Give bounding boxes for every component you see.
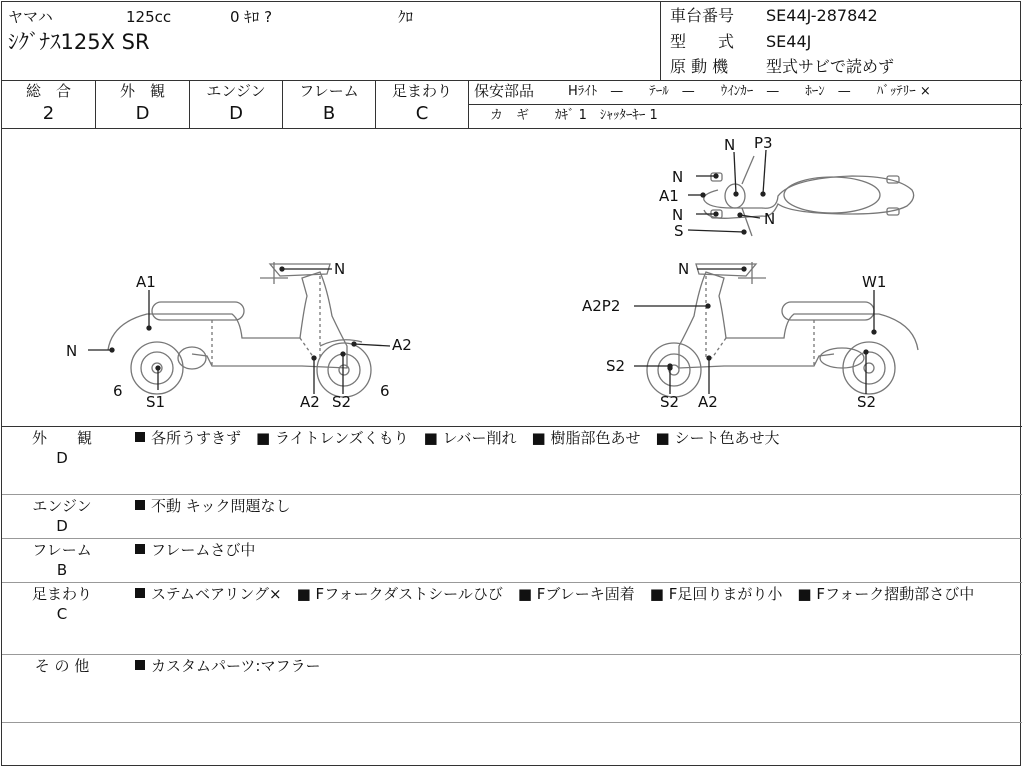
label-right-n: N bbox=[678, 260, 690, 278]
label-top-n-upper: N bbox=[672, 168, 684, 186]
note-row-suspension bbox=[2, 582, 1022, 655]
grade-label: 総 合 bbox=[25, 82, 71, 100]
label-left-6-rear: 6 bbox=[113, 382, 123, 400]
type-label: 型 式 bbox=[670, 32, 735, 51]
grade-value: D bbox=[229, 103, 243, 124]
label-left-handle-n: N bbox=[334, 260, 346, 278]
label-right-a2p2: A2P2 bbox=[582, 297, 621, 315]
model-name: ｼｸﾞﾅｽ125X SR bbox=[8, 30, 150, 54]
note-grade: D bbox=[56, 449, 68, 467]
bullet-square bbox=[135, 660, 145, 670]
mileage: 0 ｷﾛ ? bbox=[230, 8, 273, 26]
right-view-markers bbox=[634, 267, 876, 394]
label-left-a1: A1 bbox=[136, 273, 156, 291]
grade-label: フレーム bbox=[299, 82, 359, 100]
note-grade: B bbox=[56, 561, 68, 579]
safety-divider bbox=[469, 104, 1022, 105]
keys-line: カ ギ ｶｷﾞ 1 ｼｬｯﾀｰｷｰ 1 bbox=[490, 108, 658, 123]
grade-value: B bbox=[322, 103, 336, 124]
label-left-a2-bottom: A2 bbox=[300, 393, 320, 411]
grade-label: 外 観 bbox=[119, 82, 165, 100]
grade-suspension bbox=[376, 80, 469, 128]
label-left-s1: S1 bbox=[146, 393, 166, 411]
note-row-engine bbox=[2, 494, 1022, 539]
label-top-p3: P3 bbox=[754, 134, 773, 152]
note-text: フレームさび中 bbox=[135, 540, 1015, 561]
label-top-a1: A1 bbox=[659, 187, 679, 205]
label-top-n-lower: N bbox=[672, 206, 684, 224]
note-row-other bbox=[2, 654, 1022, 723]
note-text: 各所うすきず ■ ライトレンズくもり ■ レバー削れ ■ 樹脂部色あせ ■ シート色あせ大 bbox=[135, 428, 1015, 449]
grades-row bbox=[2, 80, 1022, 129]
label-right-w1: W1 bbox=[862, 273, 887, 291]
label-top-n: N bbox=[724, 136, 736, 154]
label-right-s2-rear: S2 bbox=[857, 393, 877, 411]
note-label: 足まわり bbox=[31, 585, 92, 603]
label-top-n-right: N bbox=[764, 210, 776, 228]
bullet-square bbox=[135, 588, 145, 598]
header-divider bbox=[660, 2, 661, 80]
label-left-6-front: 6 bbox=[380, 382, 390, 400]
note-label: 外 観 bbox=[31, 429, 92, 447]
top-view-markers bbox=[688, 150, 766, 234]
label-right-a2-bottom: A2 bbox=[698, 393, 718, 411]
label-top-s: S bbox=[674, 222, 684, 240]
grade-value: C bbox=[415, 103, 429, 124]
safety-label: 保安部品 bbox=[474, 82, 535, 100]
maker: ヤマハ bbox=[8, 8, 53, 26]
bullet-square bbox=[135, 500, 145, 510]
note-grade: C bbox=[56, 605, 68, 623]
note-grade: D bbox=[56, 517, 68, 535]
header-section bbox=[2, 2, 1022, 81]
color: ｸﾛ bbox=[398, 8, 414, 26]
label-right-s2-bottom: S2 bbox=[660, 393, 680, 411]
note-label: エンジン bbox=[32, 497, 92, 515]
grade-engine bbox=[190, 80, 283, 128]
note-text: 不動 キック問題なし bbox=[135, 496, 1015, 517]
label-right-s2-front: S2 bbox=[606, 357, 626, 375]
note-label: そ の 他 bbox=[34, 657, 90, 675]
grade-overall bbox=[2, 80, 96, 128]
bullet-square bbox=[135, 432, 145, 442]
engine-value: 型式サビで読めず bbox=[766, 57, 895, 76]
note-text: カスタムパーツ:マフラー bbox=[135, 656, 1015, 677]
grade-frame bbox=[283, 80, 376, 128]
grade-label: エンジン bbox=[206, 82, 266, 100]
frame-no: SE44J-287842 bbox=[766, 6, 878, 25]
grade-exterior bbox=[96, 80, 190, 128]
label-left-rear-n: N bbox=[66, 342, 78, 360]
note-text: ステムベアリング× ■ Fフォークダストシールひび ■ Fブレーキ固着 ■ F足回りまがり小 ■ Fフォーク摺動部さび中 bbox=[135, 584, 1015, 605]
damage-diagram bbox=[2, 128, 1022, 427]
bullet-square bbox=[135, 544, 145, 554]
diagram-labels bbox=[66, 134, 886, 411]
type-value: SE44J bbox=[766, 32, 812, 51]
grade-label: 足まわり bbox=[391, 82, 452, 100]
note-row-exterior bbox=[2, 426, 1022, 495]
grade-value: 2 bbox=[42, 103, 55, 124]
label-left-s2: S2 bbox=[332, 393, 352, 411]
engine-label: 原 動 機 bbox=[670, 57, 729, 76]
safety-parts-line: Hﾗｲﾄ — ﾃｰﾙ — ｳｲﾝｶｰ — ﾎｰﾝ — ﾊﾞｯﾃﾘｰ × bbox=[568, 84, 931, 99]
grade-value: D bbox=[135, 103, 150, 124]
frame-no-label: 車台番号 bbox=[670, 6, 735, 25]
displacement: 125cc bbox=[126, 8, 172, 26]
label-left-a2: A2 bbox=[392, 336, 412, 354]
inspection-sheet bbox=[1, 1, 1021, 766]
note-label: フレーム bbox=[32, 541, 92, 559]
note-row-frame bbox=[2, 538, 1022, 583]
